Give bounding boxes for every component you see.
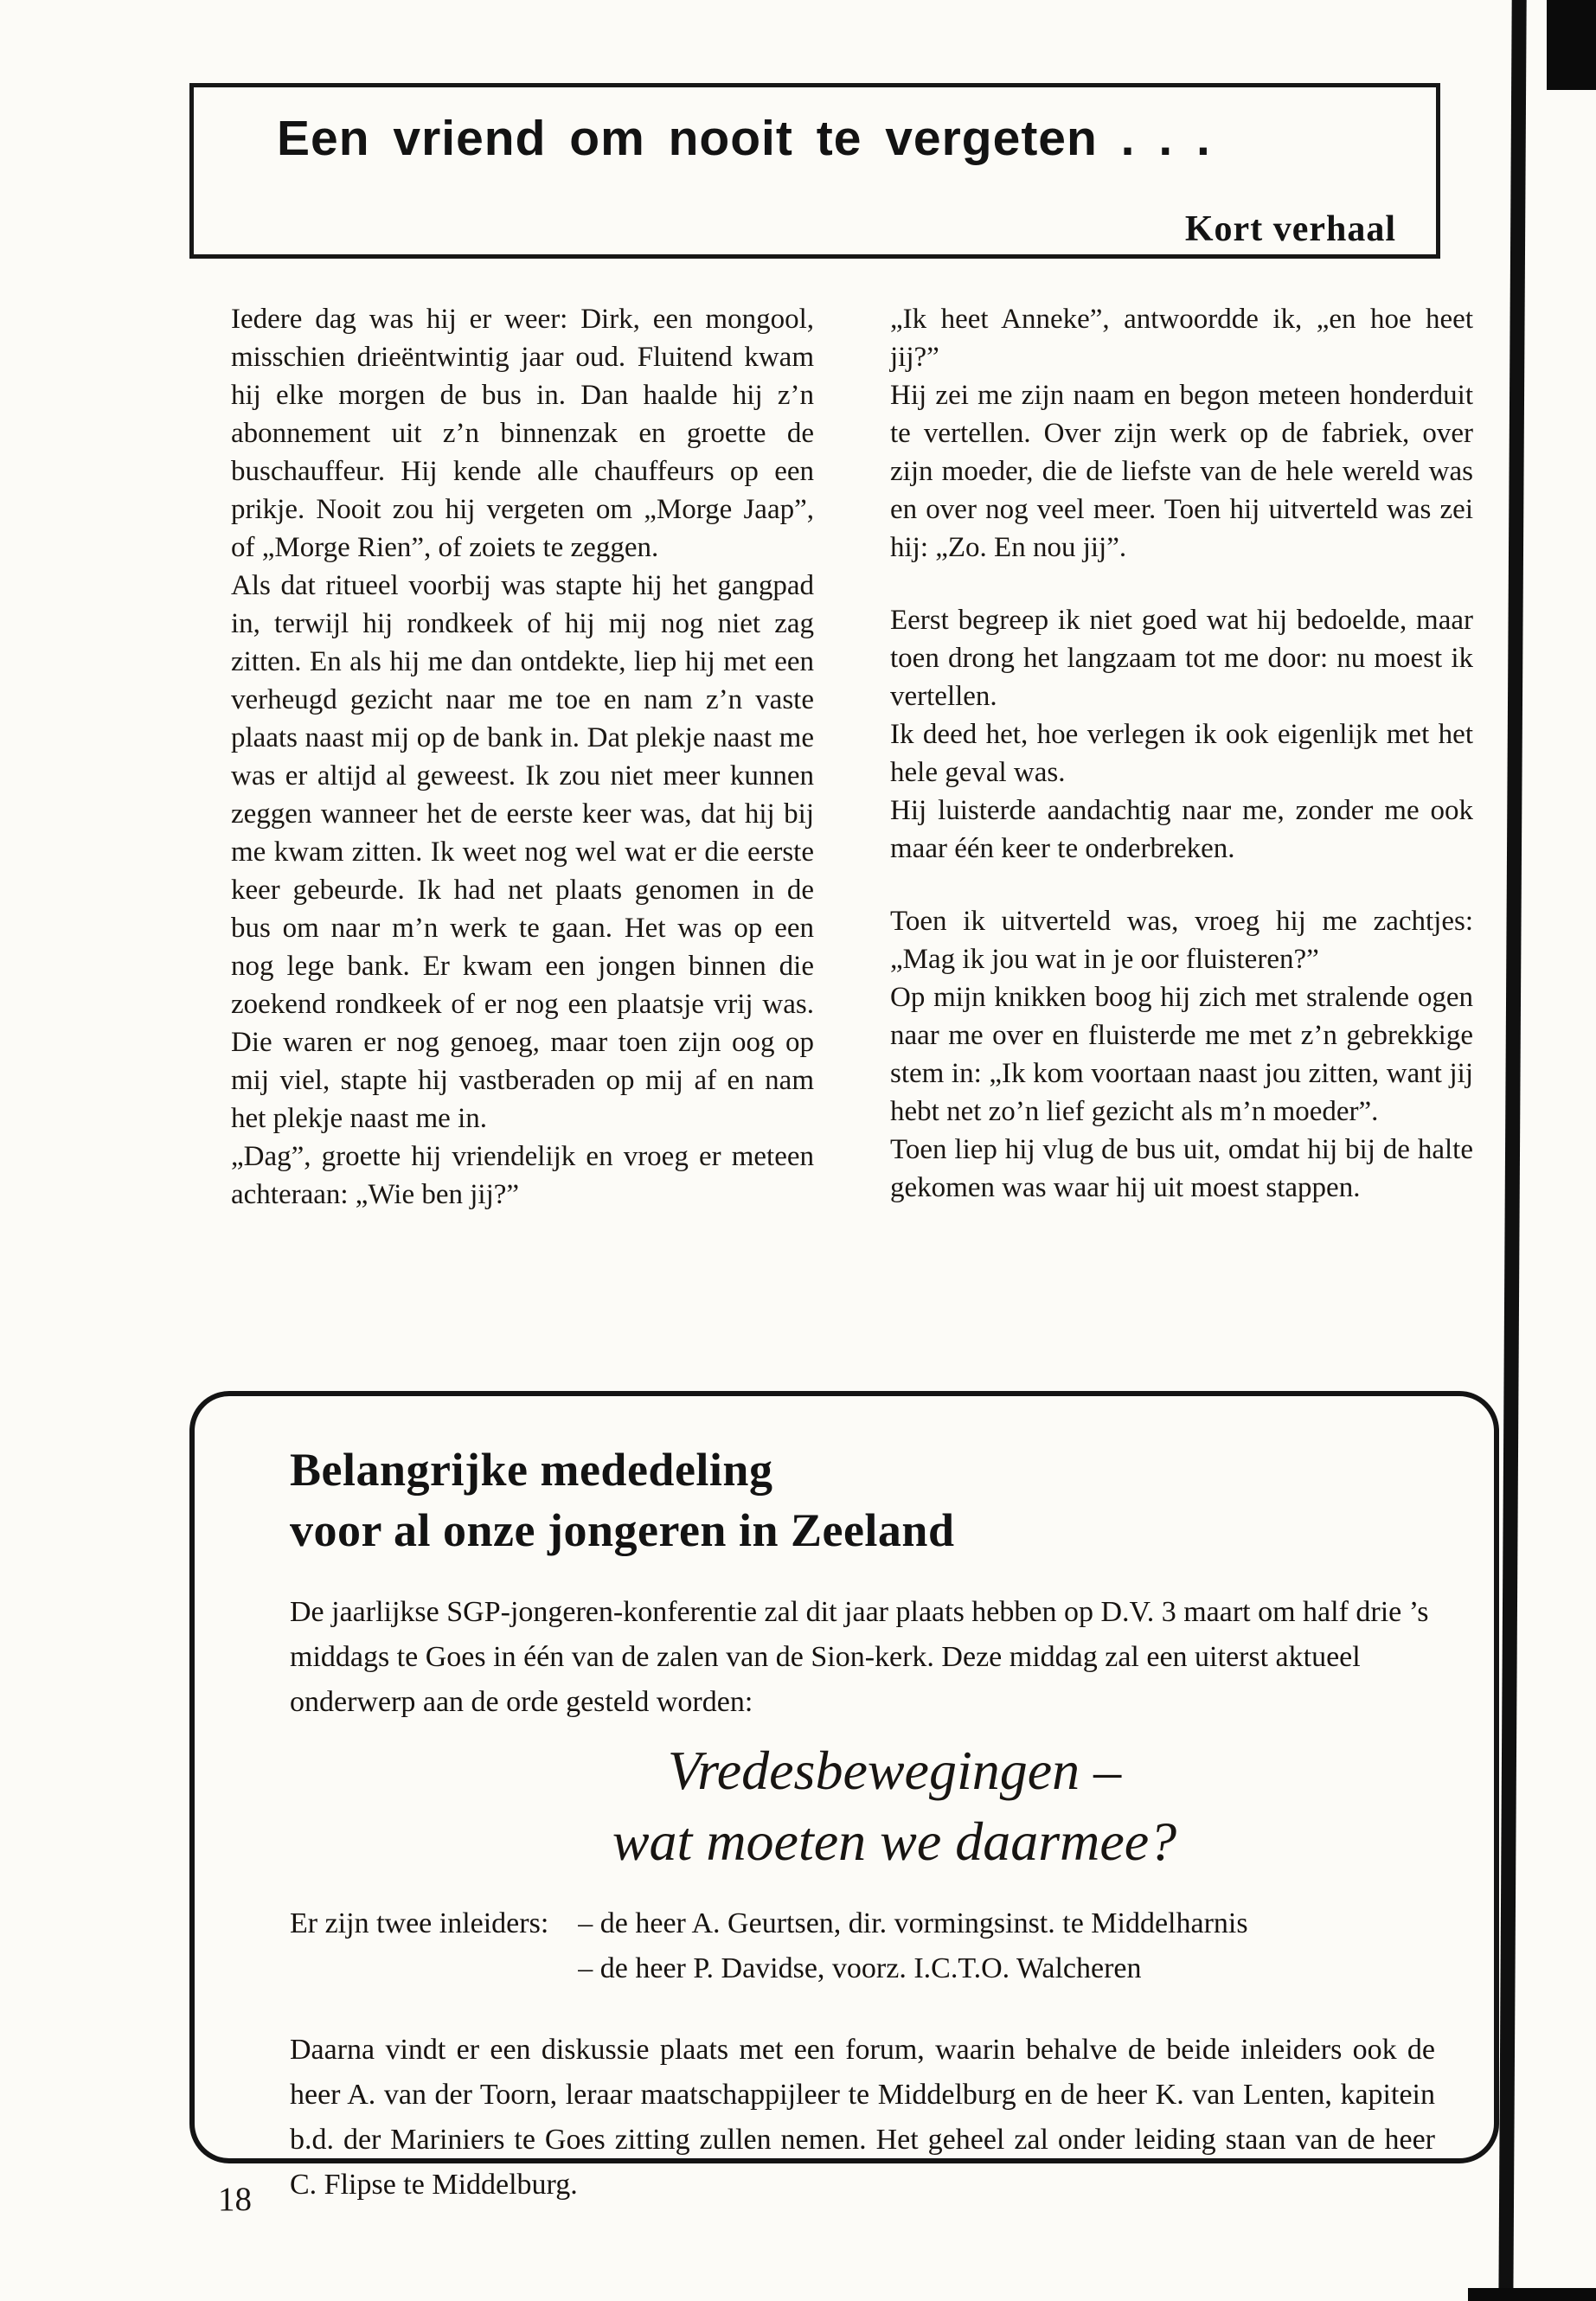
speakers-list (578, 1901, 1247, 1991)
story-paragraph: Iedere dag was hij er weer: Dirk, een mongool, misschien drieëntwintig jaar oud. Fluitend kwam hij elke morgen de bus in. Dan haalde hij z’n abonnement uit z’n binnenzak en groette de buschauffeur. Hij kende alle chauffeurs op een prikje. Nooit zou hij vergeten om „Morge Jaap”, of „Morge Rien”, of zoiets te zeggen. (231, 304, 814, 563)
speaker-line: – de heer P. Davidse, voorz. I.C.T.O. Walcheren (578, 1952, 1142, 1984)
story-header-box (189, 83, 1440, 259)
story-paragraph: Als dat ritueel voorbij was stapte hij het gangpad in, terwijl hij rondkeek of hij mij nog niet zag zitten. En als hij me dan ontdekte, liep hij met een verheugd gezicht naar me toe en nam z’n vaste plaats naast mij op de bank in. Dat plekje naast me was er altijd al geweest. Ik zou niet meer kunnen zeggen wanneer het de eerste keer was, dat hij bij me kwam zitten. Ik weet nog wel wat er die eerste keer gebeurde. Ik had net plaats genomen in de bus om naar m’n werk te gaan. Het was op een nog lege bank. Er kwam een jongen binnen die zoekend rondkeek of er nog een plaatsje vrij was. Die waren er nog genoeg, maar toen zijn oog op mij viel, stapte hij vastberaden op mij af en nam het plekje naast me in. (231, 570, 814, 1134)
announcement-topic-line2: wat moeten we daarmee? (612, 1811, 1177, 1872)
story-paragraph: Eerst begreep ik niet goed wat hij bedoelde, maar toen drong het langzaam tot me door: nu moest ik vertellen. (890, 605, 1473, 712)
announcement-closing: Daarna vindt er een diskussie plaats met een forum, waarin behalve de beide inleiders ook de heer A. van der Toorn, leraar maatschappijleer te Middelburg en de heer K. van Lenten, kapitein b.d. der Mariniers te Goes zitting zullen nemen. Het geheel zal onder leiding staan van de heer C. Flipse te Middelburg. (290, 2034, 1435, 2201)
scan-artifact-right-edge-bar (1498, 0, 1527, 2301)
speaker-line: – de heer A. Geurtsen, dir. vormingsinst. te Middelharnis (578, 1907, 1248, 1939)
story-paragraph: Toen ik uitverteld was, vroeg hij me zachtjes: „Mag ik jou wat in je oor fluisteren?” (890, 906, 1473, 975)
page-number: 18 (218, 2181, 252, 2218)
scan-artifact-top-right (1547, 0, 1596, 90)
announcement-heading-line2: voor al onze jongeren in Zeeland (290, 1504, 955, 1556)
story-genre-label: Kort verhaal (1184, 209, 1396, 249)
announcement-heading (290, 1439, 1439, 1561)
story-paragraph: Toen liep hij vlug de bus uit, omdat hij bij de halte gekomen was waar hij uit moest stappen. (890, 1134, 1473, 1203)
story-paragraph: Hij zei me zijn naam en begon meteen honderduit te vertellen. Over zijn werk op de fabriek, over zijn moeder, die de liefste van de hele wereld was en over nog veel meer. Toen hij uitverteld was zei hij: „Zo. En nou jij”. (890, 380, 1473, 563)
story-body (231, 300, 1473, 1214)
story-paragraph: „Ik heet Anneke”, antwoordde ik, „en hoe heet jij?” (890, 304, 1473, 373)
story-column-right (890, 300, 1473, 1214)
speakers-label: Er zijn twee inleiders: (290, 1907, 549, 1939)
announcement-heading-line1: Belangrijke mededeling (290, 1444, 773, 1496)
scan-artifact-bottom-right (1468, 2288, 1596, 2301)
announcement-speakers (290, 1901, 1439, 1991)
story-title: Een vriend om nooit te vergeten . . . (277, 111, 1211, 166)
announcement-topic (350, 1735, 1439, 1877)
announcement-intro: De jaarlijkse SGP-jongeren-konferentie zal dit jaar plaats hebben op D.V. 3 maart om half drie ’s middags te Goes in één van de zalen van de Sion-kerk. Deze middag zal een uiterst aktueel onderwerp aan de orde gesteld worden: (290, 1596, 1429, 1718)
story-paragraph: „Dag”, groette hij vriendelijk en vroeg er meteen achteraan: „Wie ben jij?” (231, 1141, 814, 1210)
story-paragraph: Hij luisterde aandachtig naar me, zonder me ook maar één keer te onderbreken. (890, 795, 1473, 864)
story-paragraph: Ik deed het, hoe verlegen ik ook eigenlijk met het hele geval was. (890, 719, 1473, 788)
story-paragraph: Op mijn knikken boog hij zich met stralende ogen naar me over en fluisterde me met z’n gebrekkige stem in: „Ik kom voortaan naast jou zitten, want jij hebt net zo’n lief gezicht als m’n moeder”. (890, 982, 1473, 1127)
announcement-content (195, 1396, 1494, 2208)
announcement-topic-line1: Vredesbewegingen – (667, 1740, 1122, 1801)
story-column-left (231, 300, 814, 1214)
